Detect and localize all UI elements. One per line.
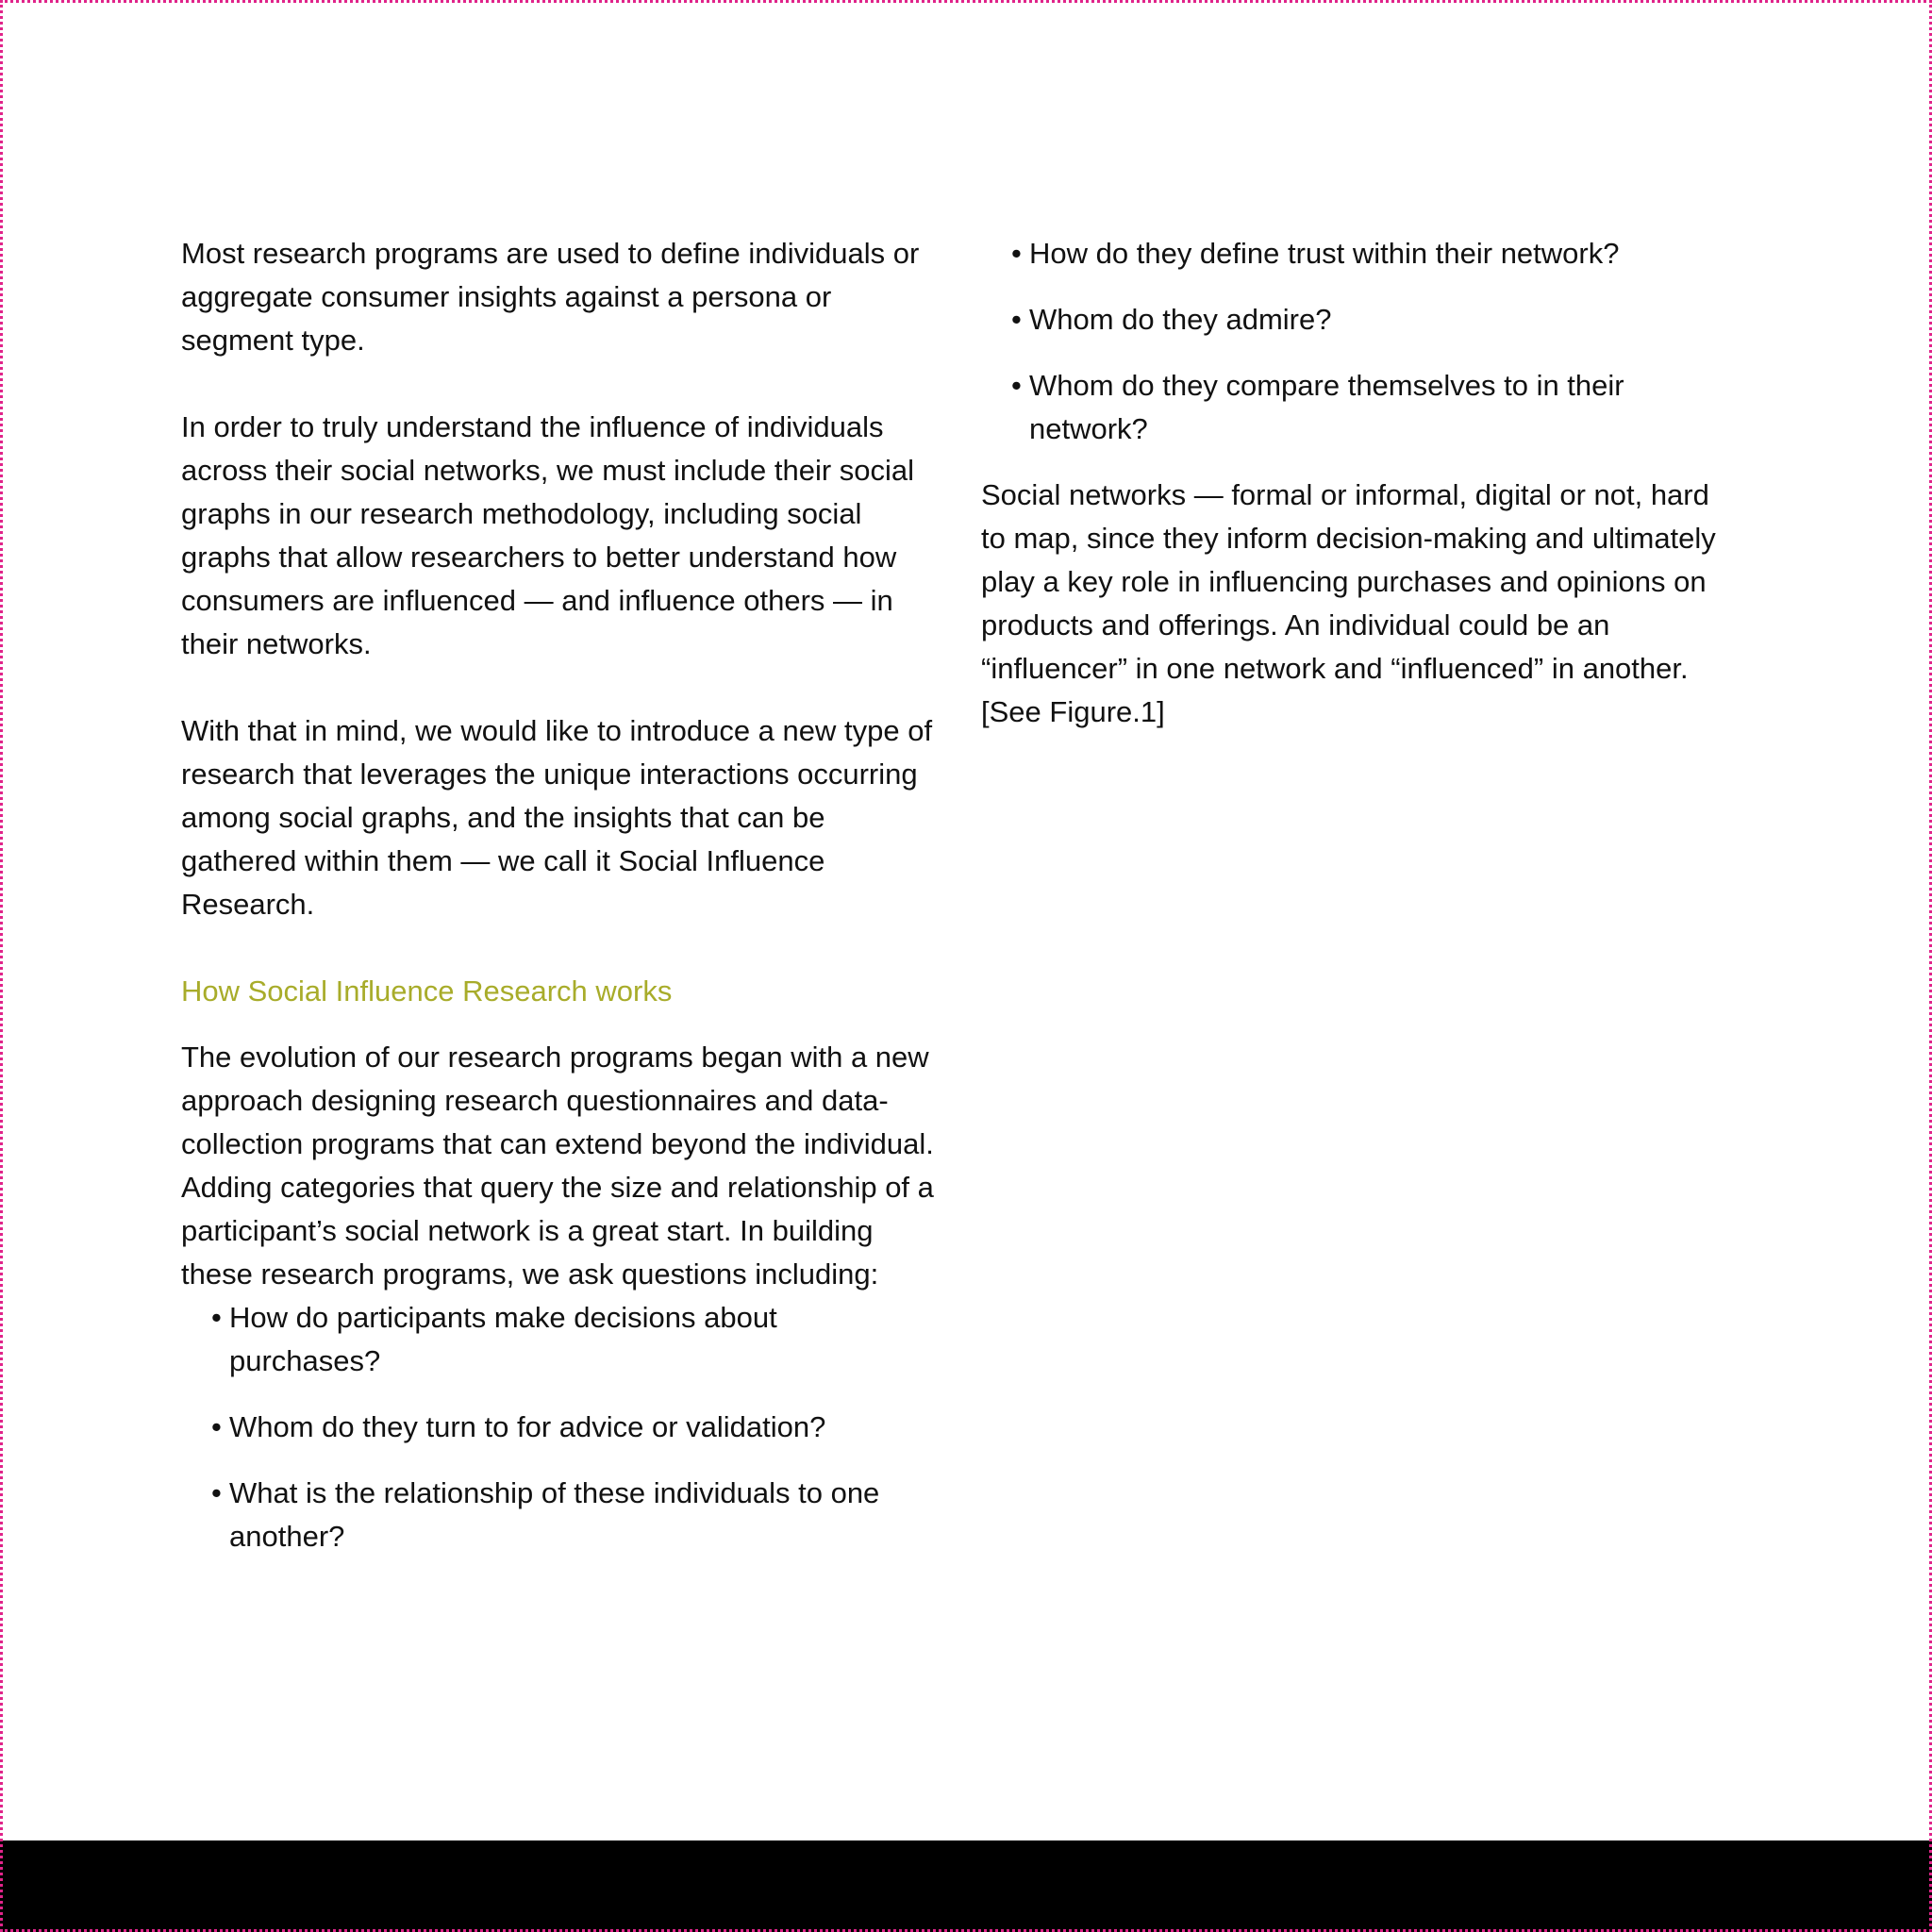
list-item bbox=[181, 1472, 936, 1558]
left-question-list bbox=[181, 1296, 936, 1558]
footer-band bbox=[0, 1840, 1932, 1932]
list-item-text: What is the relationship of these individuals to one another? bbox=[229, 1476, 880, 1553]
bullet-dot: • bbox=[1011, 237, 1022, 270]
social-networks-paragraph: Social networks — formal or informal, digital or not, hard to map, since they inform decision-making and ultimately play a key role in influencing purchases and opinions on products and offerings. An individual could be an “influencer” in one network and “influenced” in another. [See Figure.1] bbox=[981, 478, 1716, 728]
list-item-text: Whom do they compare themselves to in their network? bbox=[1029, 369, 1624, 445]
right-question-list bbox=[981, 232, 1736, 451]
bullet-dot: • bbox=[211, 1301, 222, 1334]
list-item bbox=[981, 298, 1736, 341]
left-column bbox=[181, 232, 936, 1558]
introduction-paragraph: With that in mind, we would like to introduce a new type of research that leverages the unique interactions occurring among social graphs, and the insights that can be gathered within them — we call it Social Influence Research. bbox=[181, 714, 933, 921]
influence-paragraph: In order to truly understand the influence of individuals across their social networks, we must include their social graphs in our research methodology, including social graphs that allow researchers to better understand how consumers are influenced — and influence others — in their networks. bbox=[181, 410, 915, 660]
list-item-text: How do they define trust within their network? bbox=[1029, 237, 1620, 270]
intro-paragraph: Most research programs are used to define individuals or aggregate consumer insights against a persona or segment type. bbox=[181, 237, 920, 357]
list-item bbox=[981, 232, 1736, 275]
list-item bbox=[181, 1406, 936, 1449]
list-item-text: Whom do they admire? bbox=[1029, 303, 1332, 336]
evolution-paragraph: The evolution of our research programs began with a new approach designing research questionnaires and data-collection programs that can extend beyond the individual. Adding categories that query the size and relationship of a participant’s social network is a great start. In building these research programs, we ask questions including: bbox=[181, 1041, 934, 1291]
bullet-dot: • bbox=[1011, 369, 1022, 402]
list-item bbox=[981, 364, 1736, 451]
bullet-dot: • bbox=[1011, 303, 1022, 336]
list-item bbox=[181, 1296, 936, 1383]
right-column bbox=[981, 232, 1736, 734]
section-heading: How Social Influence Research works bbox=[181, 974, 673, 1008]
list-item-text: How do participants make decisions about purchases? bbox=[229, 1301, 777, 1377]
bullet-dot: • bbox=[211, 1410, 222, 1443]
list-item-text: Whom do they turn to for advice or validation? bbox=[229, 1410, 826, 1443]
bullet-dot: • bbox=[211, 1476, 222, 1509]
